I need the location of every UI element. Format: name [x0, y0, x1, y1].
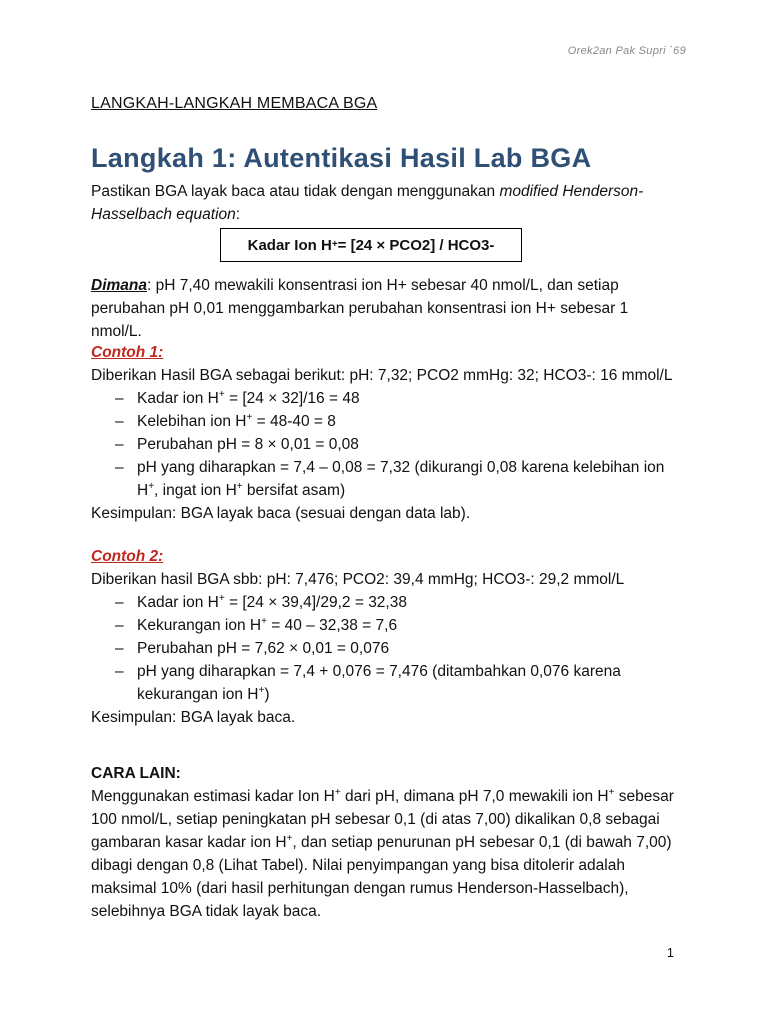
contoh1-given: Diberikan Hasil BGA sebagai berikut: pH: 7,32; PCO2 mmHg: 32; HCO3-: 16 mmol/L — [91, 367, 673, 384]
contoh1-conclusion: Kesimpulan: BGA layak baca (sesuai dengan data lab). — [91, 505, 471, 522]
item-text-post: , ingat ion H — [154, 482, 237, 499]
list-item — [91, 387, 681, 410]
item-text: Perubahan pH = 7,62 × 0,01 = 0,076 — [137, 640, 390, 657]
item-text-post-2: bersifat asam) — [242, 482, 346, 499]
intro-end: : — [235, 206, 241, 223]
item-sup: + — [218, 592, 225, 604]
cara-lain-section — [91, 762, 681, 923]
item-text: Kadar ion H — [137, 594, 219, 611]
cara-lain-sup: + — [286, 832, 293, 844]
item-text: pH yang diharapkan = 7,4 + 0,076 = 7,476 (ditambahkan 0,076 karena kekurangan ion H — [137, 663, 621, 703]
contoh2-label: Contoh 2: — [91, 548, 164, 565]
item-text-post: = 48-40 = 8 — [252, 413, 336, 430]
cara-lain-text: , dan setiap penurunan pH sebesar 0,1 (di bawah 7,00) dibagi dengan 0,8 (Lihat Tabel). Nilai penyimpangan yang bisa ditolerir adalah maksimal 10% (dari hasil perhitungan dengan rumus Henderson-Hasselbach), selebihnya BGA tidak layak baca. — [91, 834, 672, 920]
item-text: Kelebihan ion H — [137, 413, 247, 430]
item-text: Kadar ion H — [137, 390, 219, 407]
item-text: pH yang diharapkan = 7,4 – 0,08 = 7,32 (dikurangi 0,08 karena kelebihan ion H — [137, 459, 665, 499]
list-item — [91, 456, 681, 502]
dash-bullet: – — [115, 617, 124, 634]
item-text: Perubahan pH = 8 × 0,01 = 0,08 — [137, 436, 359, 453]
item-sup: + — [148, 480, 155, 492]
list-item — [91, 410, 681, 433]
contoh2-given: Diberikan hasil BGA sbb: pH: 7,476; PCO2: 39,4 mmHg; HCO3-: 29,2 mmol/L — [91, 571, 625, 588]
contoh2-conclusion: Kesimpulan: BGA layak baca. — [91, 709, 296, 726]
item-text-post: = [24 × 32]/16 = 48 — [224, 390, 360, 407]
dash-bullet: – — [115, 436, 124, 453]
dash-bullet: – — [115, 459, 124, 476]
item-sup: + — [258, 684, 265, 696]
contoh1-label: Contoh 1: — [91, 344, 164, 361]
intro-emphasis: modified Henderson-Hasselbach equation — [91, 183, 644, 223]
formula-part-a: Kadar Ion H — [247, 236, 332, 254]
contoh2-list — [91, 591, 681, 706]
formula-box: Kadar Ion H + = [24 × PCO2] / HCO3- — [220, 228, 522, 262]
item-sup: + — [246, 411, 253, 423]
step1-intro — [91, 180, 681, 226]
item-text-post: = 40 – 32,38 = 7,6 — [266, 617, 398, 634]
dimana-label: Dimana — [91, 277, 147, 294]
cara-lain-text: dari pH, dimana pH 7,0 mewakili ion H — [340, 788, 609, 805]
list-item — [91, 660, 681, 706]
dash-bullet: – — [115, 413, 124, 430]
dash-bullet: – — [115, 594, 124, 611]
cara-lain-heading: CARA LAIN: — [91, 765, 181, 782]
contoh1-section — [91, 341, 681, 525]
cara-lain-text: Menggunakan estimasi kadar Ion H — [91, 788, 335, 805]
list-item — [91, 591, 681, 614]
item-text-post: = [24 × 39,4]/29,2 = 32,38 — [224, 594, 407, 611]
list-item — [91, 433, 681, 456]
page-number: 1 — [666, 945, 674, 960]
step1-heading: Langkah 1: Autentikasi Hasil Lab BGA — [91, 143, 592, 173]
intro-text: Pastikan BGA layak baca atau tidak dengan menggunakan — [91, 183, 500, 200]
cara-lain-paragraph — [91, 785, 681, 923]
contoh2-section — [91, 545, 681, 729]
item-text: Kekurangan ion H — [137, 617, 262, 634]
contoh1-list — [91, 387, 681, 502]
dash-bullet: – — [115, 663, 124, 680]
dimana-paragraph — [91, 274, 681, 343]
document-title: LANGKAH-LANGKAH MEMBACA BGA — [91, 95, 378, 112]
item-sup: + — [261, 615, 267, 627]
list-item — [91, 614, 681, 637]
item-sup-2: + — [236, 480, 243, 492]
item-sup: + — [218, 388, 225, 400]
cara-lain-sup: + — [608, 786, 615, 798]
item-text-post: ) — [264, 686, 270, 703]
formula-part-b: = [24 × PCO2] / HCO3- — [337, 236, 495, 254]
cara-lain-text: sebesar 100 nmol/L, setiap peningkatan pH sebesar 0,1 (di atas 7,00) dikalikan 0,8 sebagai gambaran kasar kadar ion H — [91, 788, 674, 851]
header-note: Orek2an Pak Supri `69 — [567, 45, 686, 57]
dash-bullet: – — [115, 390, 124, 407]
dimana-text: : pH 7,40 mewakili konsentrasi ion H+ sebesar 40 nmol/L, dan setiap perubahan pH 0,01 menggambarkan perubahan konsentrasi ion H+ sebesar 1 nmol/L. — [91, 277, 629, 340]
cara-lain-sup: + — [334, 786, 341, 798]
list-item — [91, 637, 681, 660]
dash-bullet: – — [115, 640, 124, 657]
